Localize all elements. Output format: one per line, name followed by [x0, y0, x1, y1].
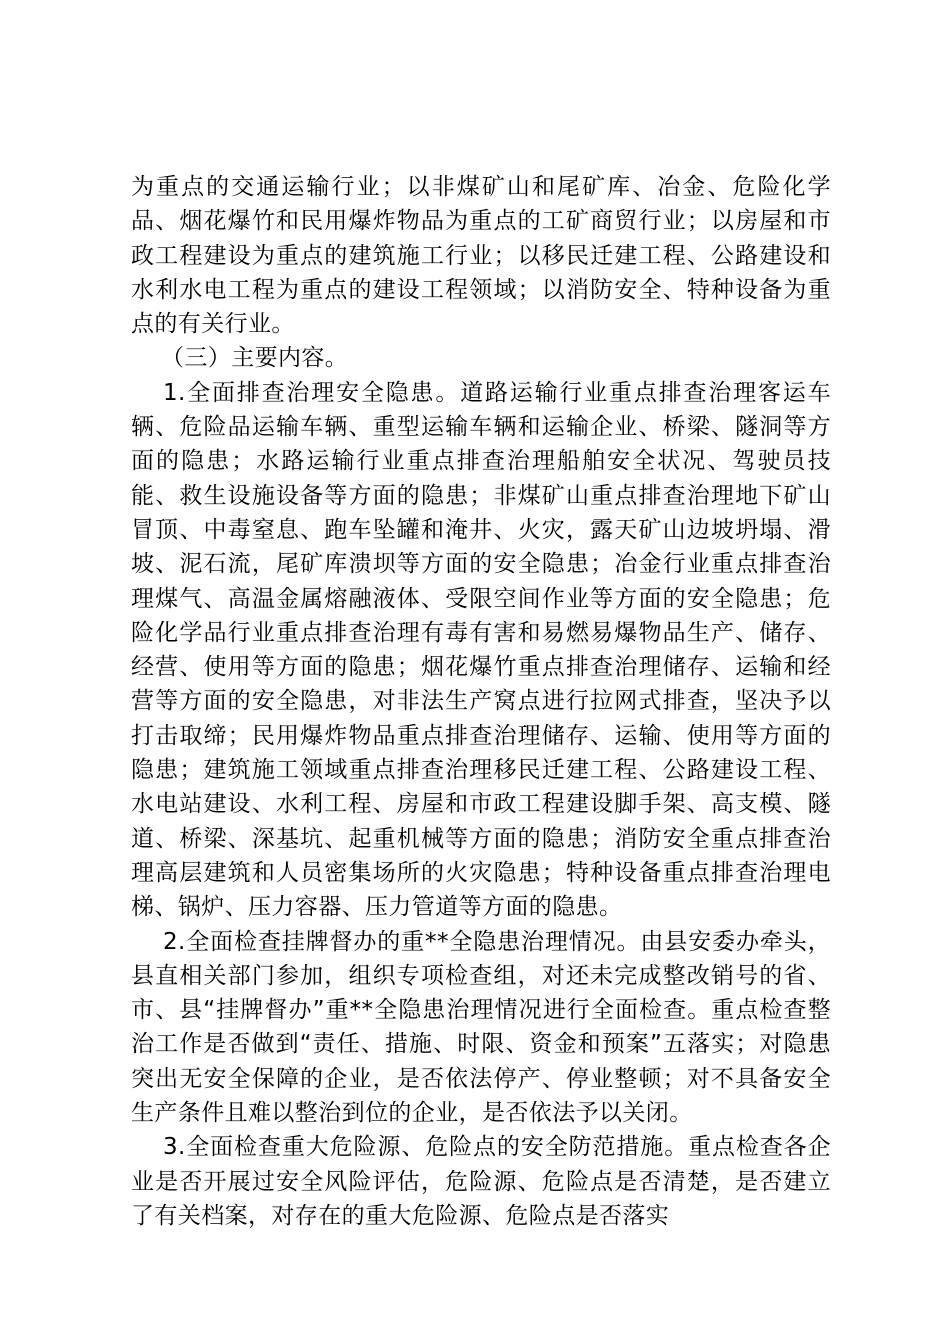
paragraph-item-3: 3.全面检查重大危险源、危险点的安全防范措施。重点检查各企业是否开展过安全风险评估，危险源、危险点是否清楚，是否建立了有关档案，对存在的重大危险源、危险点是否落实 [131, 1134, 831, 1229]
section-heading: （三）主要内容。 [161, 345, 349, 372]
paragraph-item-2: 2.全面检查挂牌督办的重**全隐患治理情况。由县安委办牵头，县直相关部门参加，组织专项检查组，对还未完成整改销号的省、市、县“挂牌督办”重**全隐患治理情况进行全面检查。重点检查整治工作是否做到“责任、措施、时限、资金和预案”五落实；对隐患突出无安全保障的企业，是否依法停产、停业整顿；对不具备安全生产条件且难以整治到位的企业，是否依法予以关闭。 [131, 928, 831, 1127]
paragraph-continuation: 为重点的交通运输行业；以非煤矿山和尾矿库、冶金、危险化学品、烟花爆竹和民用爆炸物品为重点的工矿商贸行业；以房屋和市政工程建设为重点的建筑施工行业；以移民迁建工程、公路建设和水利水电工程为重点的建设工程领域；以消防安全、特种设备为重点的有关行业。 [131, 174, 831, 338]
document-body [131, 170, 831, 1233]
paragraph-item-1: 1.全面排查治理安全隐患。道路运输行业重点排查治理客运车辆、危险品运输车辆、重型运输车辆和运输企业、桥梁、隧洞等方面的隐患；水路运输行业重点排查治理船舶安全状况、驾驶员技能、救生设施设备等方面的隐患；非煤矿山重点排查治理地下矿山冒顶、中毒窒息、跑车坠罐和淹井、火灾，露天矿山边坡坍塌、滑坡、泥石流，尾矿库溃坝等方面的安全隐患；冶金行业重点排查治理煤气、高温金属熔融液体、受限空间作业等方面的安全隐患；危险化学品行业重点排查治理有毒有害和易燃易爆物品生产、储存、经营、使用等方面的隐患；烟花爆竹重点排查治理储存、运输和经营等方面的安全隐患，对非法生产窝点进行拉网式排查，坚决予以打击取缔；民用爆炸物品重点排查治理储存、运输、使用等方面的隐患；建筑施工领域重点排查治理移民迁建工程、公路建设工程、水电站建设、水利工程、房屋和市政工程建设脚手架、高支模、隧道、桥梁、深基坑、起重机械等方面的隐患；消防安全重点排查治理高层建筑和人员密集场所的火灾隐患；特种设备重点排查治理电梯、锅炉、压力容器、压力管道等方面的隐患。 [131, 379, 831, 921]
